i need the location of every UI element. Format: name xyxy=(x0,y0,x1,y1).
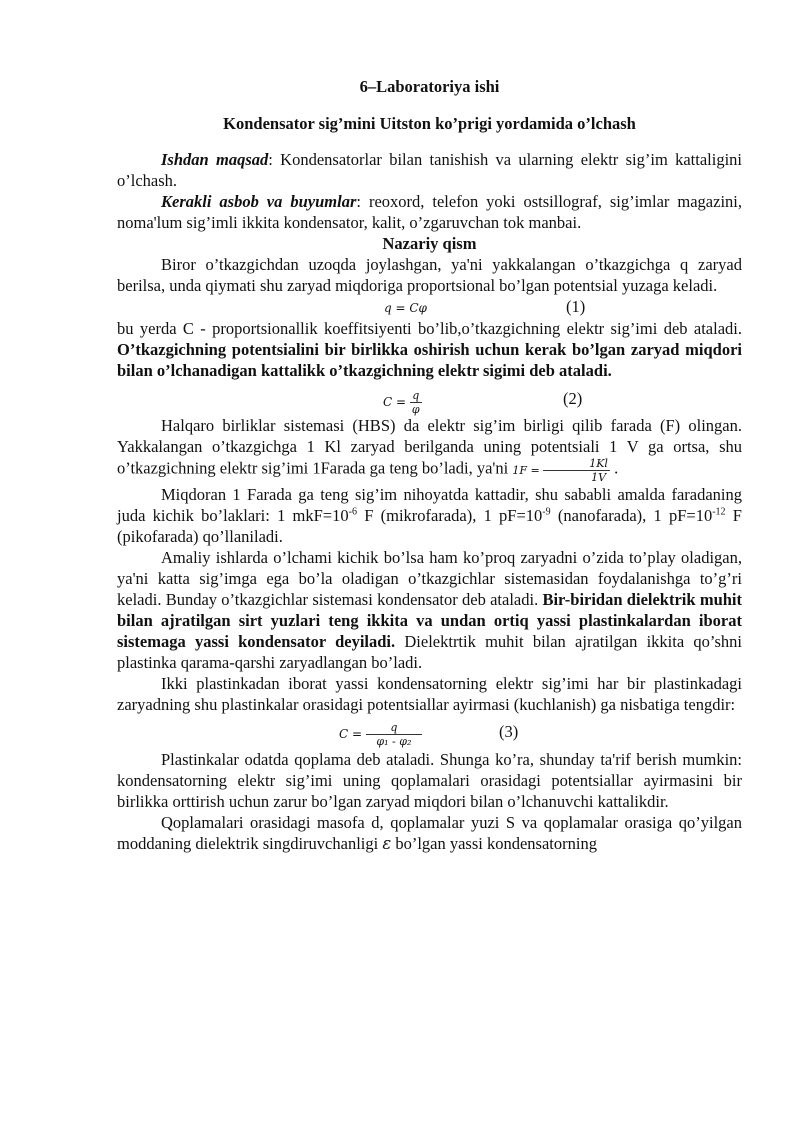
paragraph-2 xyxy=(117,318,742,381)
formula-1-number: (1) xyxy=(566,297,586,316)
paragraph-3-end: . xyxy=(609,458,619,478)
equipment-text: : reoxord, telefon yoki ostsillograf, sig’imlar magazini, noma'lum sig’imli ikkita kondensator, kalit, o’zgaruvchan tok manbai. xyxy=(117,192,742,232)
formula-2-lhs: C = xyxy=(383,395,407,409)
formula-2-numerator: q xyxy=(410,389,422,403)
page-subtitle: Kondensator sig’mini Uitston ko’prigi yordamida o’lchash xyxy=(223,114,636,133)
paragraph-5 xyxy=(117,547,742,673)
formula-3-lhs: C = xyxy=(339,727,363,741)
page-title: 6–Laboratoriya ishi xyxy=(359,77,500,96)
paragraph-2-text: bu yerda C - proportsionallik koeffitsiyenti bo’lib,o’tkazgichning elektr sig’imi deb ataladi. xyxy=(117,319,742,338)
inline-formula-numerator: 1Kl xyxy=(543,457,610,471)
paragraph-7: Plastinkalar odatda qoplama deb ataladi. Shunga ko’ra, shunday ta'rif berish mumkin: kondensatorning elektr sig’imi uning qoplamalari orasidagi potentsiallar ayirmasini bir birlikka orttirish uchun zarur bo’lgan zaryad miqdori bilan o’lchanuvchi kattalikdir. xyxy=(117,750,742,811)
definition-capacitance: O’tkazgichning potentsialini bir birlikka oshirish uchun kerak bo’lgan zaryad miqdori bilan o’lchanadigan kattalikk o’tkazgichning elektr sigimi deb ataladi. xyxy=(117,340,742,380)
exponent-nano: -9 xyxy=(542,506,551,518)
definition-flat-capacitor: Bir-biridan dielektrik muhit bilan ajratilgan sirt yuzlari teng ikkita va undan ortiq yassi plastinkalardan iborat sistemaga yassi kondensator deyiladi. xyxy=(117,590,742,651)
equipment-paragraph xyxy=(117,191,742,233)
paragraph-6: Ikki plastinkadan iborat yassi kondensatorning elektr sig’imi har bir plastinkadagi zaryadning shu plastinkalar orasidagi potentsiallar ayirmasi (kuchlanish) ga nisbatiga tengdir: xyxy=(117,674,742,714)
inline-formula-lhs: 1F = xyxy=(512,463,540,477)
formula-2-denominator: φ xyxy=(411,403,420,416)
formula-3-left xyxy=(339,721,422,748)
formula-3-number: (3) xyxy=(499,722,519,741)
inline-formula-denominator: 1V xyxy=(591,471,607,484)
paragraph-8 xyxy=(117,812,742,854)
inline-formula-fraction xyxy=(543,457,610,484)
formula-2-left xyxy=(383,389,422,416)
paragraph-4 xyxy=(117,484,742,547)
document-page xyxy=(117,72,742,854)
paragraph-3-text: Halqaro birliklar sistemasi (HBS) da elektr sig’im birligi qilib farada (F) olingan. Yakkalangan o’tkazgichga 1 Kl zaryad berilganda uning potentsiali 1 V ga ortsa, shu o’tkazgichning elektr sig’imi 1Farada ga teng bo’ladi, ya'ni xyxy=(117,416,742,478)
section-heading: Nazariy qism xyxy=(382,234,477,253)
paragraph-1: Biror o’tkazgichdan uzoqda joylashgan, ya'ni yakkalangan o’tkazgichga q zaryad berilsa, unda qiymati shu zaryad miqdoriga proportsional bo’lgan potentsial yuzaga keladi. xyxy=(117,255,742,295)
epsilon-symbol: ε xyxy=(382,834,392,853)
formula-2-number: (2) xyxy=(563,389,583,408)
formula-3 xyxy=(117,715,742,749)
formula-3-fraction xyxy=(366,721,422,748)
aim-paragraph xyxy=(117,149,742,191)
paragraph-4-part-c: (nanofarada), 1 pF=10 xyxy=(550,506,713,525)
aim-label: Ishdan maqsad xyxy=(161,150,269,169)
formula-3-numerator: q xyxy=(366,721,422,735)
aim-text: : Kondensatorlar bilan tanishish va ularning elektr sig’im kattaligini o’lchash. xyxy=(117,150,743,190)
formula-2-fraction xyxy=(410,389,422,416)
formula-1 xyxy=(117,296,742,318)
paragraph-4-part-b: F (mikrofarada), 1 pF=10 xyxy=(356,506,543,525)
formula-1-expression: q = Cφ xyxy=(384,301,427,315)
inline-formula-farad xyxy=(512,457,610,484)
exponent-pico: -12 xyxy=(712,506,726,518)
paragraph-4-part-a: Miqdoran 1 Farada ga teng sig’im nihoyatda kattadir, shu sababli amalda faradaning juda kichik bo’laklari: 1 mkF=10 xyxy=(117,485,742,525)
paragraph-5-part-a: Amaliy ishlarda o’lchami kichik bo’lsa ham ko’proq zaryadni o’zida to’play oladigan, ya'ni katta sig’imga ega bo’la oladigan o’tkazgichlar sistemasidan foydalanishga to’g’ri keladi. Bunday o’tkazgichlar sistemasi kondensator deb ataladi. xyxy=(117,548,742,609)
exponent-micro: -6 xyxy=(348,506,357,518)
formula-3-denominator: φ₁ - φ₂ xyxy=(376,735,412,748)
paragraph-5-part-c: Dielektrtik muhit bilan ajratilgan ikkita qo’shni plastinka qarama-qarshi zaryadlangan bo’ladi. xyxy=(117,632,742,672)
paragraph-8-part-a: Qoplamalari orasidagi masofa d, qoplamalar yuzi S va qoplamalar orasiga qo’yilgan moddaning dielektrik singdiruvchanligi xyxy=(117,813,742,853)
paragraph-8-part-b: bo’lgan yassi kondensatorning xyxy=(391,834,597,853)
formula-2 xyxy=(117,381,742,415)
equipment-label: Kerakli asbob va buyumlar xyxy=(161,192,357,211)
paragraph-3 xyxy=(117,415,742,484)
paragraph-4-part-d: F (pikofarada) qo’llaniladi. xyxy=(117,506,742,546)
